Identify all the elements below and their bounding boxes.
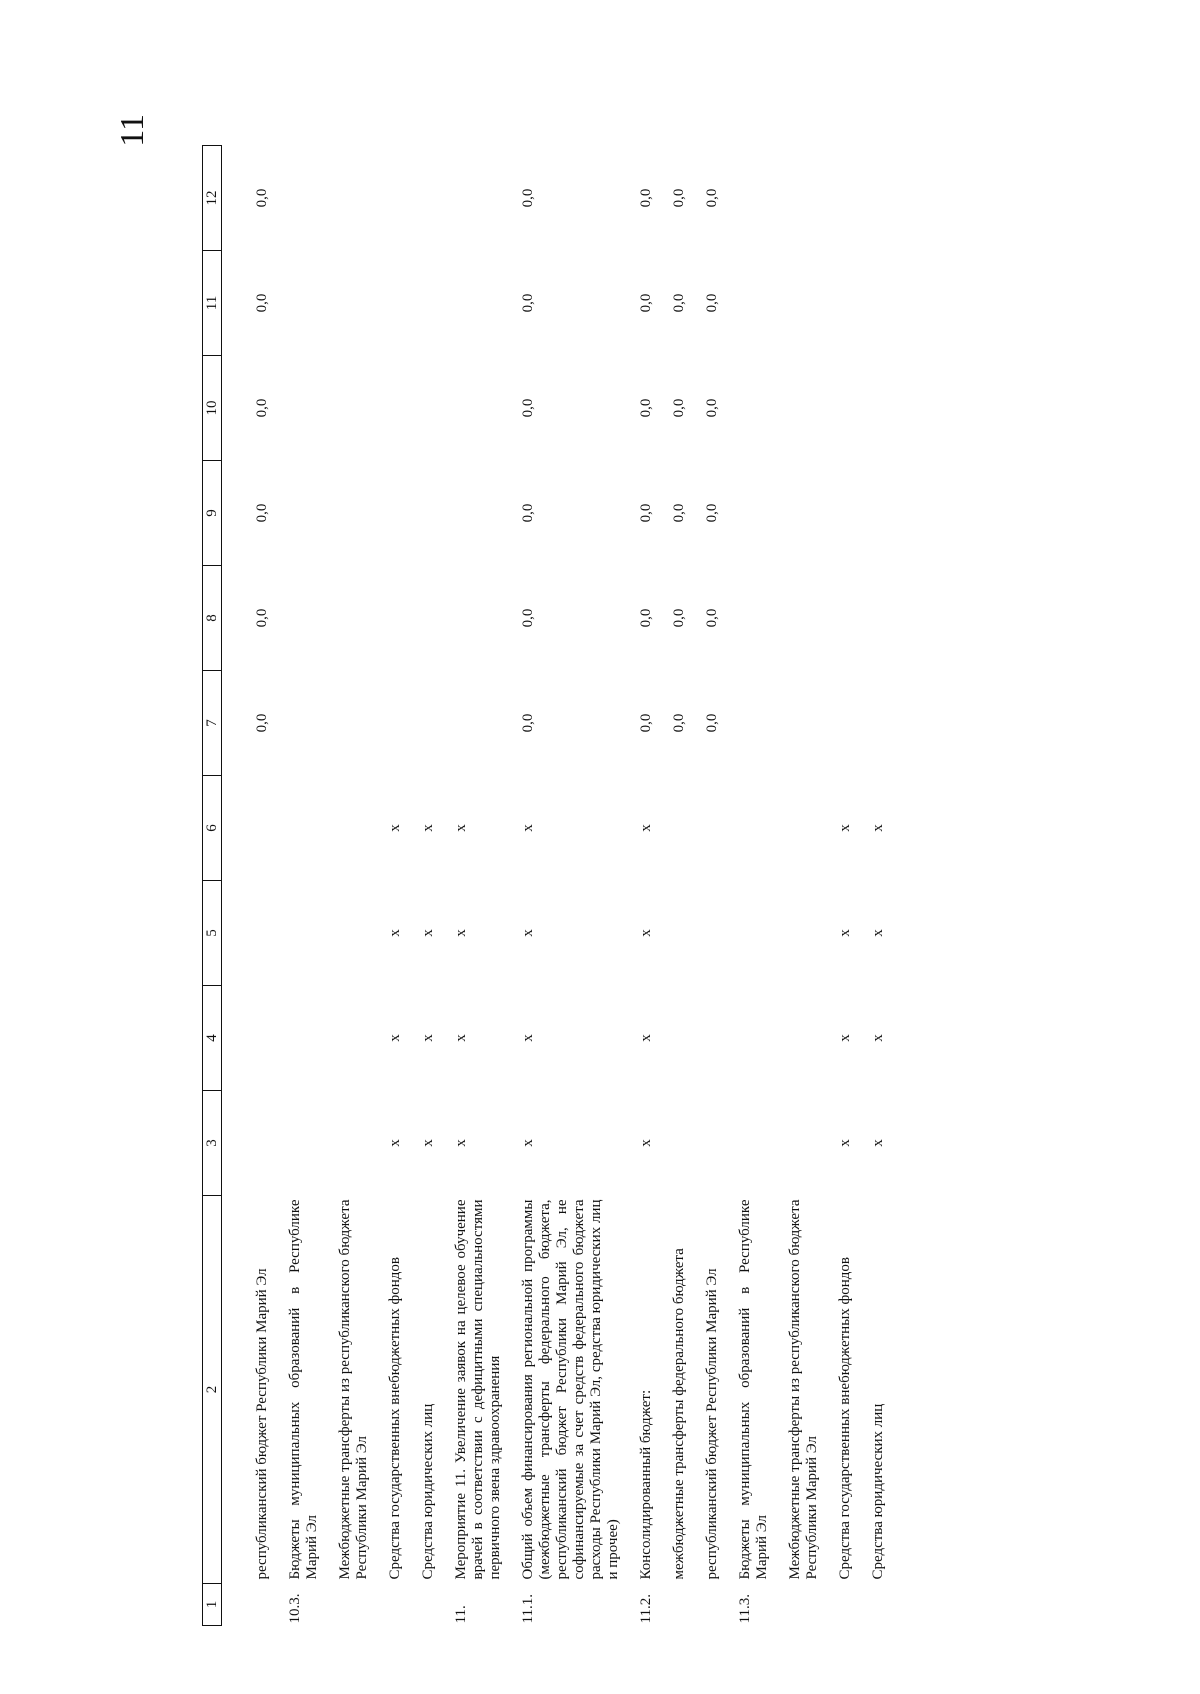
cell-col-3 <box>331 1091 381 1196</box>
cell-col-5 <box>731 881 781 986</box>
cell-col-3 <box>781 1091 831 1196</box>
cell-col-4: x <box>520 1034 536 1042</box>
cell-col-12 <box>381 146 414 251</box>
cell-col-12 <box>831 146 864 251</box>
cell-col-8: 0,0 <box>671 608 687 628</box>
cell-col-9: 0,0 <box>638 503 654 523</box>
column-header-8: 8 <box>203 566 222 671</box>
cell-col-4: x <box>638 1034 654 1042</box>
cell-col-12: 0,0 <box>704 188 720 208</box>
cell-col-6: x <box>837 824 853 832</box>
row-label: Общий объем финансирования региональной программы (межбюджетные трансферты федерального бюджета, республиканский бюджет Республики Марий Эл, не софинансируемые за счет средств федерального бюджета расходы Республики Марий Эл, средства юридических лиц и прочее) <box>520 1199 621 1580</box>
cell-col-11 <box>831 251 864 356</box>
table-row <box>331 146 381 1626</box>
cell-col-10: 0,0 <box>638 398 654 418</box>
cell-col-7: 0,0 <box>520 713 536 733</box>
cell-col-3: x <box>520 1139 536 1147</box>
table-row <box>781 146 831 1626</box>
cell-col-3 <box>698 1091 731 1196</box>
cell-col-9: 0,0 <box>254 503 270 523</box>
table-row <box>414 146 447 1626</box>
cell-col-3: x <box>638 1139 654 1147</box>
cell-col-9 <box>381 461 414 566</box>
cell-col-3: x <box>387 1139 403 1147</box>
cell-col-7 <box>831 671 864 776</box>
cell-col-6 <box>698 776 731 881</box>
cell-col-5 <box>698 881 731 986</box>
row-number: 11.2. <box>638 1594 654 1624</box>
cell-col-7: 0,0 <box>704 713 720 733</box>
cell-col-7: 0,0 <box>671 713 687 733</box>
cell-col-5: x <box>453 929 469 937</box>
row-number <box>381 1584 414 1626</box>
cell-col-10: 0,0 <box>520 398 536 418</box>
cell-col-11: 0,0 <box>638 293 654 313</box>
cell-col-12 <box>281 146 331 251</box>
cell-col-7 <box>331 671 381 776</box>
cell-col-9 <box>281 461 331 566</box>
cell-col-5 <box>248 881 281 986</box>
cell-col-6 <box>331 776 381 881</box>
cell-col-4 <box>731 986 781 1091</box>
header-row <box>203 146 222 1626</box>
cell-col-8: 0,0 <box>254 608 270 628</box>
table-body <box>222 146 898 1626</box>
column-header-5: 5 <box>203 881 222 986</box>
cell-col-3 <box>248 1091 281 1196</box>
column-header-2: 2 <box>203 1196 222 1584</box>
table-row <box>831 146 864 1626</box>
row-label: межбюджетные трансферты федерального бюджета <box>671 1248 687 1580</box>
cell-col-5: x <box>837 929 853 937</box>
cell-col-8 <box>447 566 514 671</box>
cell-col-4 <box>331 986 381 1091</box>
table-row <box>665 146 698 1626</box>
column-header-11: 11 <box>203 251 222 356</box>
table-row <box>864 146 897 1626</box>
cell-col-9 <box>414 461 447 566</box>
cell-col-3 <box>731 1091 781 1196</box>
table-header <box>203 146 222 1626</box>
cell-col-7 <box>414 671 447 776</box>
cell-col-7 <box>281 671 331 776</box>
cell-col-3: x <box>420 1139 436 1147</box>
cell-col-8 <box>864 566 897 671</box>
cell-col-3 <box>281 1091 331 1196</box>
column-header-7: 7 <box>203 671 222 776</box>
cell-col-8 <box>831 566 864 671</box>
cell-col-8 <box>281 566 331 671</box>
cell-col-11 <box>731 251 781 356</box>
row-label: Бюджеты муниципальных образований в Республике Марий Эл <box>287 1199 320 1580</box>
cell-col-5: x <box>870 929 886 937</box>
cell-col-11 <box>281 251 331 356</box>
cell-col-10: 0,0 <box>671 398 687 418</box>
row-number <box>698 1584 731 1626</box>
cell-col-10 <box>781 356 831 461</box>
cell-col-4: x <box>837 1034 853 1042</box>
cell-col-12 <box>414 146 447 251</box>
page-number: 11 <box>114 114 151 147</box>
cell-col-6: x <box>638 824 654 832</box>
row-number <box>831 1584 864 1626</box>
cell-col-9 <box>447 461 514 566</box>
cell-col-6 <box>248 776 281 881</box>
cell-col-10: 0,0 <box>254 398 270 418</box>
column-header-12: 12 <box>203 146 222 251</box>
row-number: 11. <box>453 1605 469 1624</box>
table-row <box>281 146 331 1626</box>
column-header-4: 4 <box>203 986 222 1091</box>
cell-col-11: 0,0 <box>671 293 687 313</box>
cell-col-11: 0,0 <box>520 293 536 313</box>
cell-col-11 <box>864 251 897 356</box>
cell-col-9: 0,0 <box>704 503 720 523</box>
cell-col-8 <box>781 566 831 671</box>
cell-col-10 <box>381 356 414 461</box>
cell-col-4: x <box>453 1034 469 1042</box>
cell-col-11: 0,0 <box>704 293 720 313</box>
table-row <box>447 146 514 1626</box>
row-label: Средства государственных внебюджетных фондов <box>387 1257 403 1580</box>
cell-col-6: x <box>453 824 469 832</box>
cell-col-12 <box>331 146 381 251</box>
row-number: 10.3. <box>287 1593 303 1624</box>
cell-col-6 <box>781 776 831 881</box>
cell-col-7 <box>381 671 414 776</box>
row-number: 11.1. <box>520 1594 536 1624</box>
cell-col-6 <box>731 776 781 881</box>
cell-col-11 <box>447 251 514 356</box>
cell-col-10 <box>447 356 514 461</box>
row-label: Средства юридических лиц <box>870 1403 886 1580</box>
table-row <box>698 146 731 1626</box>
row-number <box>331 1584 381 1626</box>
cell-col-9 <box>781 461 831 566</box>
header-spacer <box>222 146 249 1626</box>
cell-col-5 <box>781 881 831 986</box>
cell-col-8: 0,0 <box>638 608 654 628</box>
cell-col-10: 0,0 <box>704 398 720 418</box>
cell-col-3: x <box>870 1139 886 1147</box>
cell-col-4 <box>281 986 331 1091</box>
row-number <box>781 1584 831 1626</box>
cell-col-10 <box>414 356 447 461</box>
cell-col-8 <box>414 566 447 671</box>
row-label: Межбюджетные трансферты из республиканского бюджета Республики Марий Эл <box>787 1199 820 1580</box>
financing-table <box>202 145 897 1626</box>
row-label: Мероприятие 11. Увеличение заявок на целевое обучение врачей в соответствии с дефицитными специальностями первичного звена здравоохранения <box>453 1199 503 1580</box>
cell-col-9 <box>331 461 381 566</box>
cell-col-10 <box>281 356 331 461</box>
cell-col-5 <box>331 881 381 986</box>
row-label: Средства государственных внебюджетных фондов <box>837 1257 853 1580</box>
cell-col-6 <box>665 776 698 881</box>
cell-col-7 <box>447 671 514 776</box>
cell-col-7: 0,0 <box>254 713 270 733</box>
column-header-1: 1 <box>203 1584 222 1626</box>
column-header-3: 3 <box>203 1091 222 1196</box>
cell-col-11: 0,0 <box>254 293 270 313</box>
cell-col-11 <box>781 251 831 356</box>
row-number <box>414 1584 447 1626</box>
column-header-9: 9 <box>203 461 222 566</box>
cell-col-3: x <box>837 1139 853 1147</box>
cell-col-10 <box>831 356 864 461</box>
cell-col-4 <box>248 986 281 1091</box>
table-row <box>514 146 632 1626</box>
cell-col-5 <box>281 881 331 986</box>
row-label: Консолидированный бюджет: <box>638 1389 654 1580</box>
cell-col-11 <box>331 251 381 356</box>
cell-col-9 <box>831 461 864 566</box>
cell-col-12: 0,0 <box>520 188 536 208</box>
cell-col-7: 0,0 <box>638 713 654 733</box>
cell-col-8 <box>331 566 381 671</box>
row-label: Межбюджетные трансферты из республиканского бюджета Республики Марий Эл <box>337 1199 370 1580</box>
cell-col-12: 0,0 <box>638 188 654 208</box>
row-number <box>864 1584 897 1626</box>
row-label: республиканский бюджет Республики Марий Эл <box>254 1268 270 1580</box>
column-header-10: 10 <box>203 356 222 461</box>
table-row <box>731 146 781 1626</box>
cell-col-4: x <box>420 1034 436 1042</box>
column-header-6: 6 <box>203 776 222 881</box>
cell-col-6: x <box>870 824 886 832</box>
cell-col-7 <box>781 671 831 776</box>
row-number <box>665 1584 698 1626</box>
cell-col-6: x <box>387 824 403 832</box>
cell-col-8 <box>381 566 414 671</box>
cell-col-5: x <box>387 929 403 937</box>
cell-col-8 <box>731 566 781 671</box>
cell-col-8: 0,0 <box>520 608 536 628</box>
cell-col-8: 0,0 <box>704 608 720 628</box>
cell-col-9: 0,0 <box>671 503 687 523</box>
table-row <box>381 146 414 1626</box>
cell-col-6: x <box>420 824 436 832</box>
cell-col-4: x <box>387 1034 403 1042</box>
cell-col-5 <box>665 881 698 986</box>
cell-col-4: x <box>870 1034 886 1042</box>
cell-col-12: 0,0 <box>671 188 687 208</box>
cell-col-7 <box>731 671 781 776</box>
cell-col-10 <box>331 356 381 461</box>
table-row <box>248 146 281 1626</box>
cell-col-4 <box>781 986 831 1091</box>
cell-col-12 <box>781 146 831 251</box>
cell-col-9 <box>864 461 897 566</box>
cell-col-12: 0,0 <box>254 188 270 208</box>
table-row <box>632 146 665 1626</box>
row-number: 11.3. <box>737 1594 753 1624</box>
cell-col-4 <box>698 986 731 1091</box>
row-label: Средства юридических лиц <box>420 1403 436 1580</box>
cell-col-9 <box>731 461 781 566</box>
cell-col-12 <box>864 146 897 251</box>
cell-col-5: x <box>520 929 536 937</box>
cell-col-6 <box>281 776 331 881</box>
cell-col-10 <box>731 356 781 461</box>
cell-col-5: x <box>420 929 436 937</box>
rotated-table-container <box>202 36 1002 1626</box>
cell-col-7 <box>864 671 897 776</box>
cell-col-3 <box>665 1091 698 1196</box>
cell-col-11 <box>381 251 414 356</box>
cell-col-12 <box>447 146 514 251</box>
cell-col-10 <box>864 356 897 461</box>
row-label: республиканский бюджет Республики Марий Эл <box>704 1268 720 1580</box>
cell-col-4 <box>665 986 698 1091</box>
cell-col-11 <box>414 251 447 356</box>
cell-col-5: x <box>638 929 654 937</box>
cell-col-12 <box>731 146 781 251</box>
cell-col-3: x <box>453 1139 469 1147</box>
row-label: Бюджеты муниципальных образований в Республике Марий Эл <box>737 1199 770 1580</box>
cell-col-9: 0,0 <box>520 503 536 523</box>
cell-col-6: x <box>520 824 536 832</box>
row-number <box>248 1584 281 1626</box>
